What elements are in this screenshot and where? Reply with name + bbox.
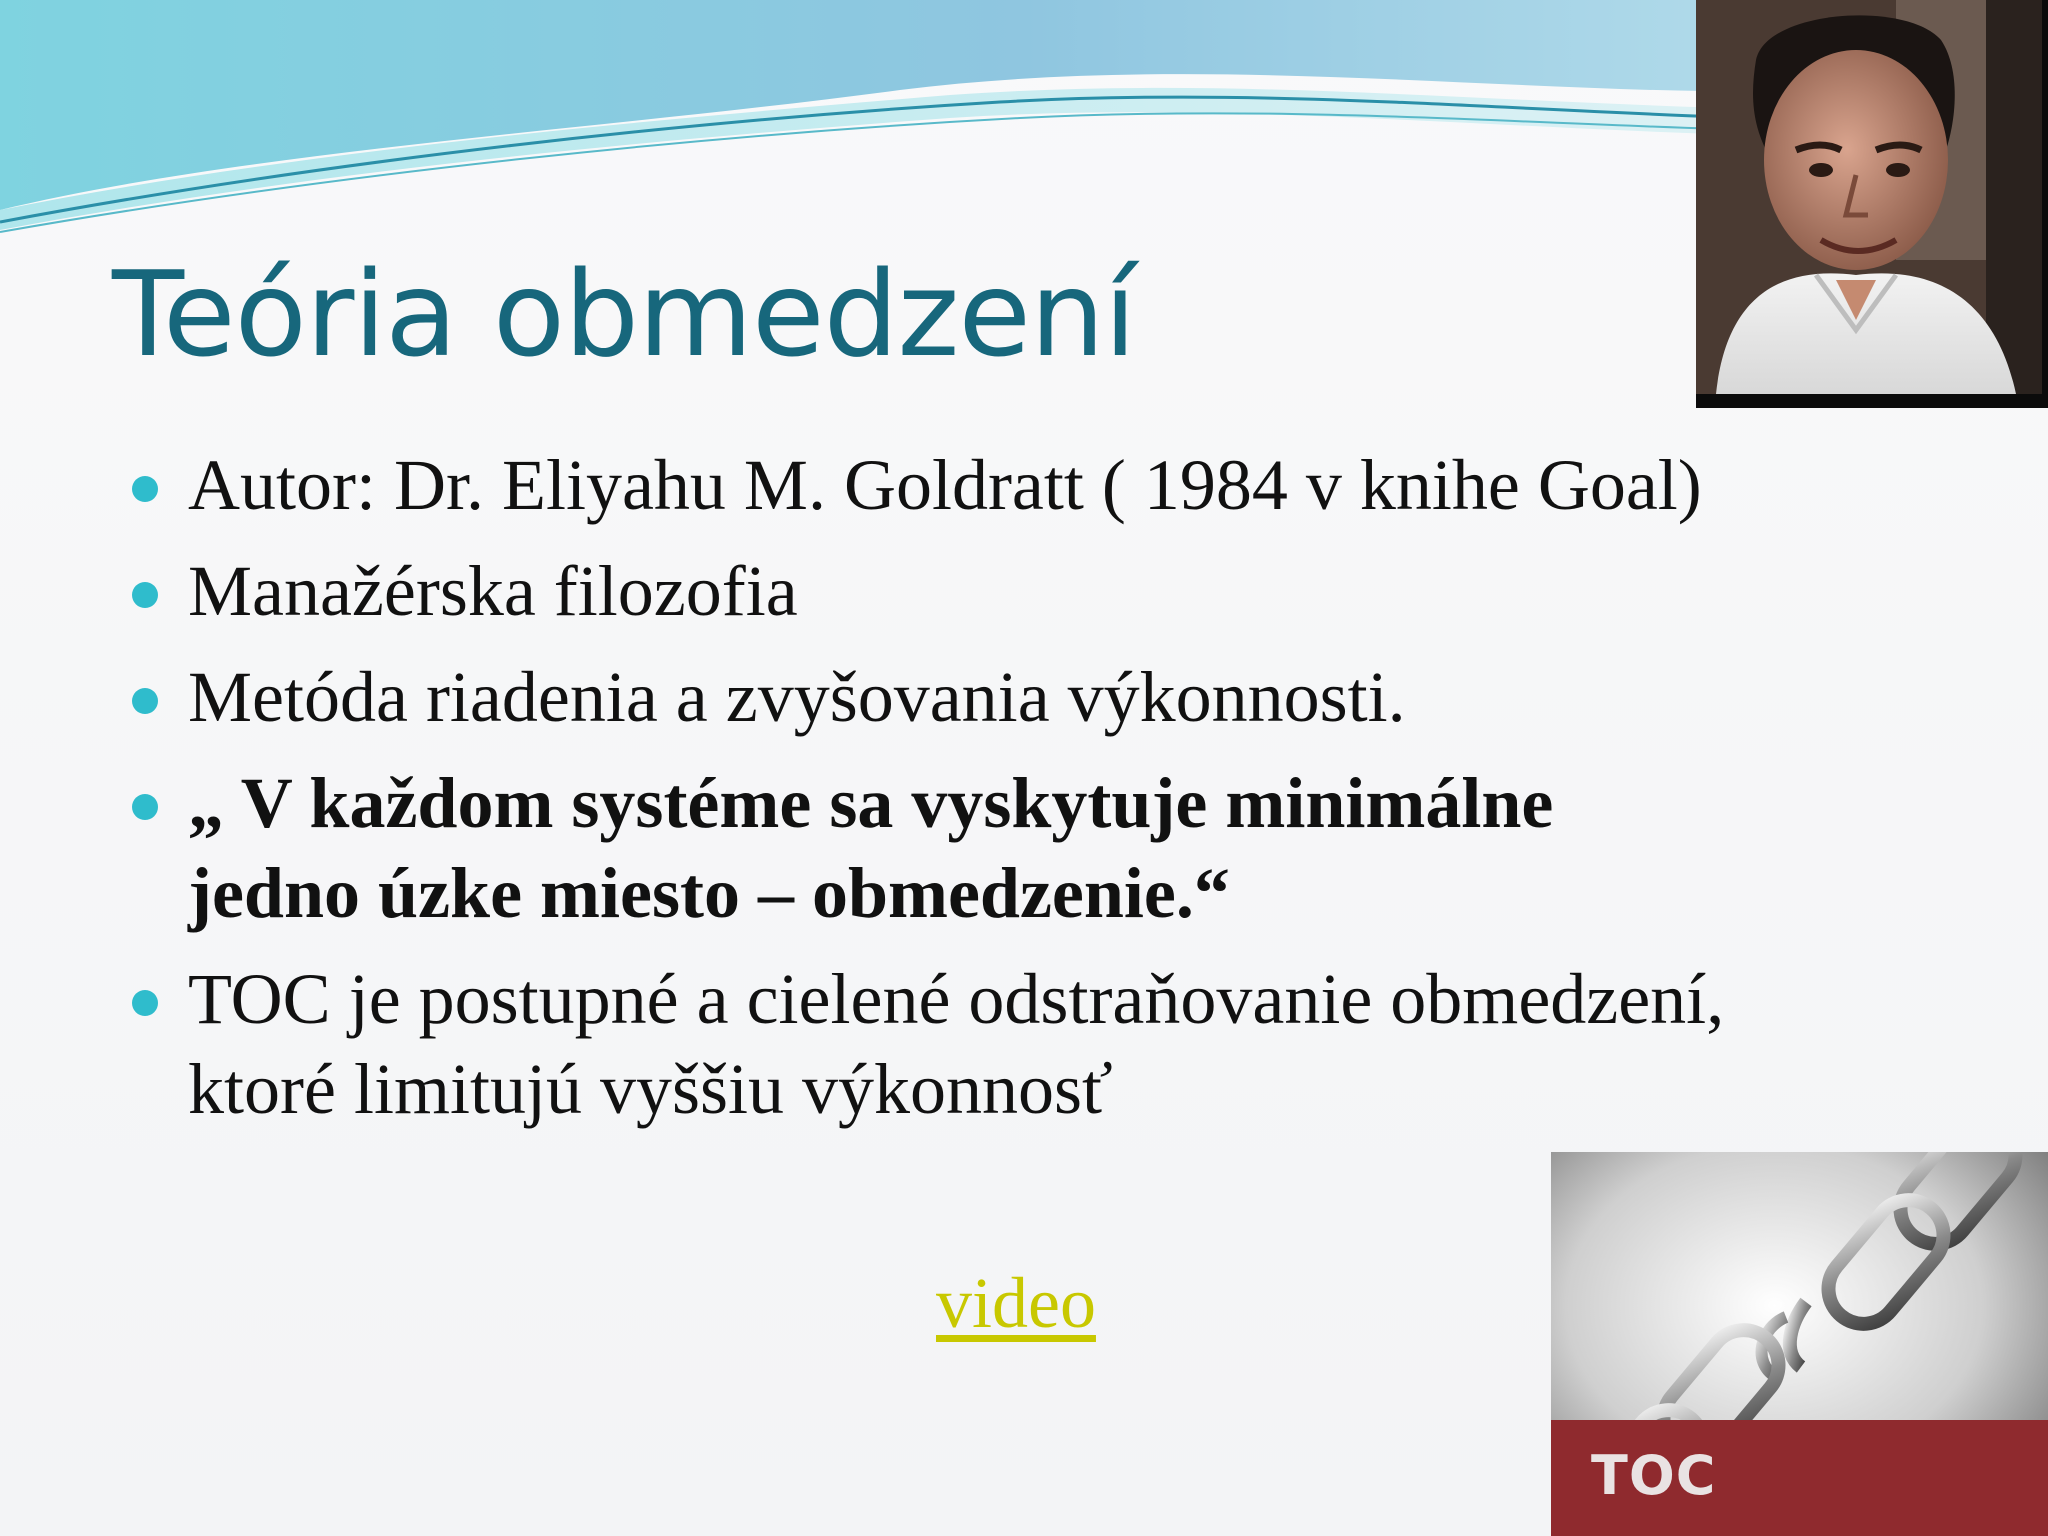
bullet-text: Metóda riadenia a zvyšovania výkonnosti. (188, 657, 1406, 737)
bullet-text-line2: ktoré limitujú vyššiu výkonnosť (188, 1049, 1113, 1129)
bullet-item-philosophy (132, 546, 1932, 636)
toc-label: TOC (1591, 1444, 1717, 1507)
bullet-item-method (132, 652, 1932, 742)
bullet-text: Manažérska filozofia (188, 551, 798, 631)
bullet-dot-icon (132, 582, 158, 608)
toc-chain-image (1551, 1152, 2048, 1536)
bullet-dot-icon (132, 990, 158, 1016)
bullet-item-toc (132, 954, 1932, 1134)
bullet-list (132, 440, 1932, 1150)
bullet-text: Autor: Dr. Eliyahu M. Goldratt ( 1984 v knihe Goal) (188, 445, 1702, 525)
bullet-text-line1: „ V každom systéme sa vyskytuje minimálne (188, 763, 1554, 843)
bullet-item-quote (132, 758, 1932, 938)
slide-title: Teória obmedzení (112, 245, 1136, 383)
bullet-text-line1: TOC je postupné a cielené odstraňovanie obmedzení, (188, 959, 1725, 1039)
bullet-dot-icon (132, 476, 158, 502)
bullet-dot-icon (132, 794, 158, 820)
author-portrait-image (1696, 0, 2048, 408)
video-link[interactable]: video (936, 1263, 1096, 1343)
bullet-item-author (132, 440, 1932, 530)
bullet-dot-icon (132, 688, 158, 714)
bullet-text-line2: jedno úzke miesto – obmedzenie.“ (188, 853, 1230, 933)
